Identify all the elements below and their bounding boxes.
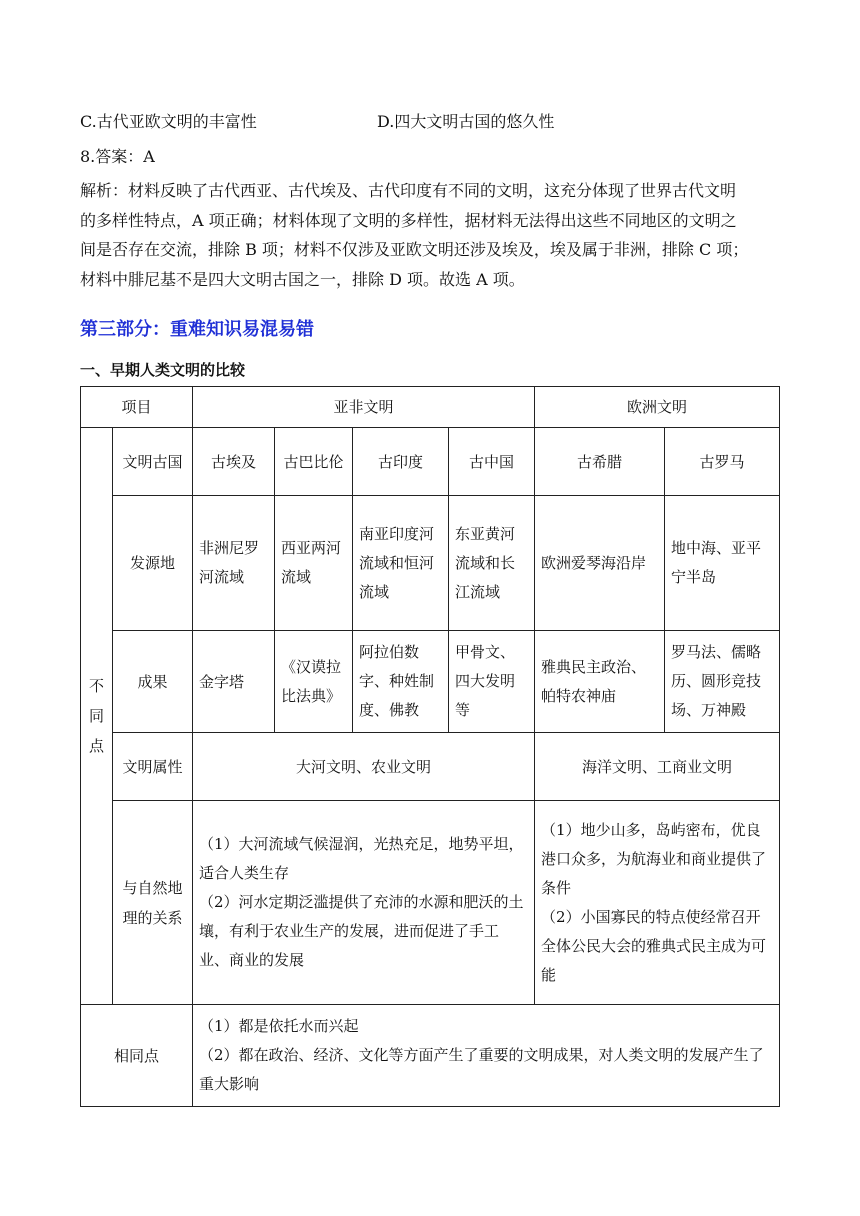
civ-china: 古中国 xyxy=(449,428,535,496)
similarities xyxy=(193,1005,780,1107)
civ-india: 古印度 xyxy=(353,428,449,496)
geo-europe-point: （2）小国寡民的特点使经常召开全体公民大会的雅典式民主成为可能 xyxy=(541,907,767,984)
analysis-line: 解析：材料反映了古代西亚、古代埃及、古代印度有不同的文明，这充分体现了世界古代文明 xyxy=(80,181,737,200)
header-item: 项目 xyxy=(81,387,193,428)
analysis-line: 材料中腓尼基不是四大文明古国之一，排除 D 项。故选 A 项。 xyxy=(80,269,525,289)
table-row-attribute xyxy=(81,733,780,801)
section-title: 第三部分：重难知识易混易错 xyxy=(80,319,314,340)
geo-asia-africa xyxy=(193,801,535,1005)
row-label-attribute: 文明属性 xyxy=(113,733,193,801)
civ-rome: 古罗马 xyxy=(665,428,780,496)
header-europe: 欧洲文明 xyxy=(535,387,780,428)
analysis xyxy=(80,176,780,294)
table-row-origin xyxy=(81,496,780,631)
row-label-civilization: 文明古国 xyxy=(113,428,193,496)
side-label-differences: 不同点 xyxy=(81,428,113,1005)
header-asia-africa: 亚非文明 xyxy=(193,387,535,428)
table-row-similarities xyxy=(81,1005,780,1107)
row-label-similarities: 相同点 xyxy=(81,1005,193,1107)
similarity-point: （1）都是依托水而兴起 xyxy=(199,1017,359,1035)
subsection-title: 一、早期人类文明的比较 xyxy=(80,361,246,379)
achieve-china: 甲骨文、四大发明等 xyxy=(449,631,535,733)
table-row-achievements xyxy=(81,631,780,733)
geo-europe xyxy=(535,801,780,1005)
origin-india: 南亚印度河流域和恒河流域 xyxy=(353,496,449,631)
origin-egypt: 非洲尼罗河流域 xyxy=(193,496,275,631)
geo-asia-africa-point: （2）河水定期泛滥提供了充沛的水源和肥沃的土壤，有利于农业生产的发展，进而促进了手工业、商业的发展 xyxy=(199,893,524,969)
achieve-babylon: 《汉谟拉比法典》 xyxy=(275,631,353,733)
origin-china: 东亚黄河流域和长江流域 xyxy=(449,496,535,631)
origin-babylon: 西亚两河流域 xyxy=(275,496,353,631)
row-label-geography: 与自然地理的关系 xyxy=(113,801,193,1005)
analysis-line: 的多样性特点，A 项正确；材料体现了文明的多样性，据材料无法得出这些不同地区的文明之 xyxy=(80,210,737,230)
civ-greece: 古希腊 xyxy=(535,428,665,496)
civ-babylon: 古巴比伦 xyxy=(275,428,353,496)
row-label-origin: 发源地 xyxy=(113,496,193,631)
table-row-geography xyxy=(81,801,780,1005)
analysis-line: 间是否存在交流，排除 B 项；材料不仅涉及亚欧文明还涉及埃及，埃及属于非洲，排除 C 项； xyxy=(80,240,749,259)
answer: 8.答案：A xyxy=(80,147,155,166)
origin-greece: 欧洲爱琴海沿岸 xyxy=(535,496,665,631)
comparison-table xyxy=(80,386,780,1107)
achieve-greece: 雅典民主政治、帕特农神庙 xyxy=(535,631,665,733)
achieve-rome: 罗马法、儒略历、圆形竞技场、万神殿 xyxy=(665,631,780,733)
table-header-row xyxy=(81,387,780,428)
geo-asia-africa-point: （1）大河流域气候湿润，光热充足，地势平坦，适合人类生存 xyxy=(199,835,524,882)
origin-rome: 地中海、亚平宁半岛 xyxy=(665,496,780,631)
attribute-europe: 海洋文明、工商业文明 xyxy=(535,733,780,801)
option-d: D.四大文明古国的悠久性 xyxy=(377,112,555,131)
achieve-egypt: 金字塔 xyxy=(193,631,275,733)
similarity-point: （2）都在政治、经济、文化等方面产生了重要的文明成果，对人类文明的发展产生了重大影响 xyxy=(199,1046,764,1093)
achieve-india: 阿拉伯数字、种姓制度、佛教 xyxy=(353,631,449,733)
geo-europe-point: （1）地少山多，岛屿密布，优良港口众多，为航海业和商业提供了条件 xyxy=(541,820,767,897)
table-row-civilizations xyxy=(81,428,780,496)
option-c: C.古代亚欧文明的丰富性 xyxy=(80,112,257,131)
row-label-achievements: 成果 xyxy=(113,631,193,733)
civ-egypt: 古埃及 xyxy=(193,428,275,496)
attribute-asia-africa: 大河文明、农业文明 xyxy=(193,733,535,801)
